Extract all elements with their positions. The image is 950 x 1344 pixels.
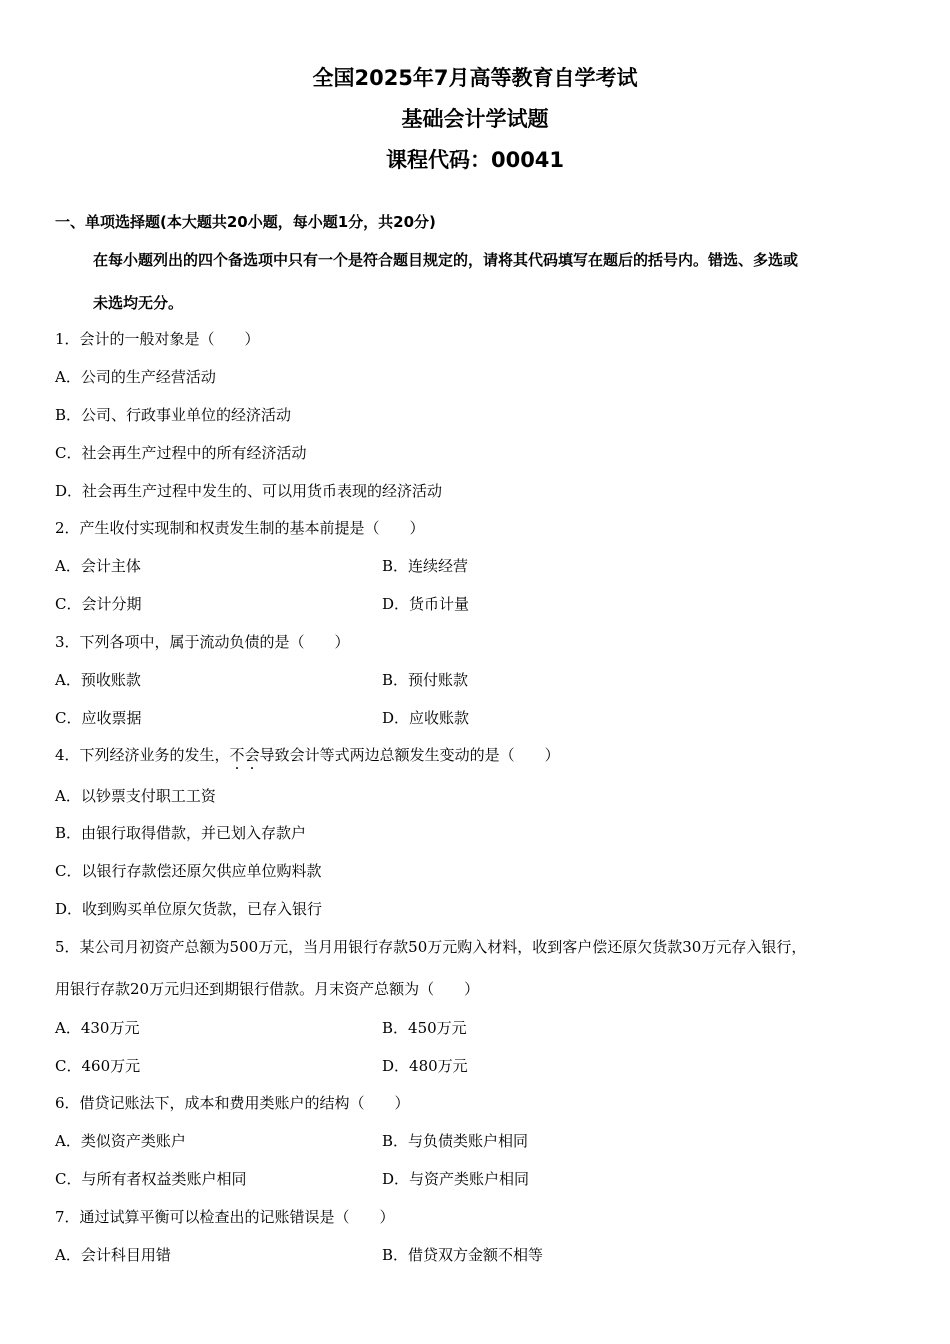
question-1-option-c: C．社会再生产过程中的所有经济活动 <box>55 444 307 462</box>
question-2-option-d: D．货币计量 <box>382 595 470 613</box>
question-3-option-c: C．应收票据 <box>55 709 142 727</box>
question-1-option-d: D．社会再生产过程中发生的、可以用货币表现的经济活动 <box>55 482 443 500</box>
question-5-option-c: C．460万元 <box>55 1057 141 1075</box>
course-code: 课程代码：00041 <box>385 148 565 172</box>
question-5-stem-line-2: 用银行存款20万元归还到期银行借款。月末资产总额为（ ） <box>55 980 480 998</box>
question-1-stem: 1．会计的一般对象是（ ） <box>55 330 260 348</box>
question-4-option-b: B．由银行取得借款，并已划入存款户 <box>55 824 307 842</box>
question-7-option-b: B．借贷双方金额不相等 <box>382 1246 544 1264</box>
question-7-option-a: A．会计科目用错 <box>55 1246 171 1264</box>
question-2-option-a: A．会计主体 <box>55 557 141 575</box>
subject-title: 基础会计学试题 <box>401 107 549 131</box>
question-4-option-c: C．以银行存款偿还原欠供应单位购料款 <box>55 862 322 880</box>
question-3-option-a: A．预收账款 <box>55 671 141 689</box>
question-6-option-d: D．与资产类账户相同 <box>382 1170 530 1188</box>
exam-title: 全国2025年7月高等教育自学考试 <box>312 66 638 90</box>
section-heading: 一、单项选择题(本大题共20小题，每小题1分，共20分) <box>55 213 436 231</box>
question-6-option-c: C．与所有者权益类账户相同 <box>55 1170 247 1188</box>
question-5-option-d: D．480万元 <box>382 1057 468 1075</box>
instruction-line-1: 在每小题列出的四个备选项中只有一个是符合题目规定的，请将其代码填写在题后的括号内。错选、多选或 <box>93 251 799 269</box>
emphasis-char-1: 不 <box>229 746 245 764</box>
question-5-option-b: B．450万元 <box>382 1019 467 1037</box>
question-5-option-a: A．430万元 <box>55 1019 140 1037</box>
question-4-stem-suffix: 导致会计等式两边总额发生变动的是（ ） <box>259 746 560 764</box>
question-3-option-d: D．应收账款 <box>382 709 470 727</box>
question-1-option-a: A．公司的生产经营活动 <box>55 368 216 386</box>
question-6-option-a: A．类似资产类账户 <box>55 1132 186 1150</box>
question-2-option-c: C．会计分期 <box>55 595 142 613</box>
question-2-stem: 2．产生收付实现制和权责发生制的基本前提是（ ） <box>55 519 425 537</box>
question-4-option-d: D．收到购买单位原欠货款，已存入银行 <box>55 900 323 918</box>
question-7-stem: 7．通过试算平衡可以检查出的记账错误是（ ） <box>55 1208 395 1226</box>
question-1-option-b: B．公司、行政事业单位的经济活动 <box>55 406 292 424</box>
question-4-stem <box>55 744 560 765</box>
question-6-stem: 6．借贷记账法下，成本和费用类账户的结构（ ） <box>55 1094 410 1112</box>
question-6-option-b: B．与负债类账户相同 <box>382 1132 529 1150</box>
instruction-line-2: 未选均无分。 <box>93 294 184 312</box>
question-3-stem: 3．下列各项中，属于流动负债的是（ ） <box>55 633 350 651</box>
question-4-option-a: A．以钞票支付职工工资 <box>55 787 216 805</box>
question-4-stem-prefix: 4．下列经济业务的发生， <box>55 746 230 764</box>
question-3-option-b: B．预付账款 <box>382 671 469 689</box>
emphasis-char-2: 会 <box>244 746 260 764</box>
question-5-stem-line-1: 5．某公司月初资产总额为500万元，当月用银行存款50万元购入材料，收到客户偿还原欠货款30万元存入银行， <box>55 938 807 956</box>
question-2-option-b: B．连续经营 <box>382 557 469 575</box>
